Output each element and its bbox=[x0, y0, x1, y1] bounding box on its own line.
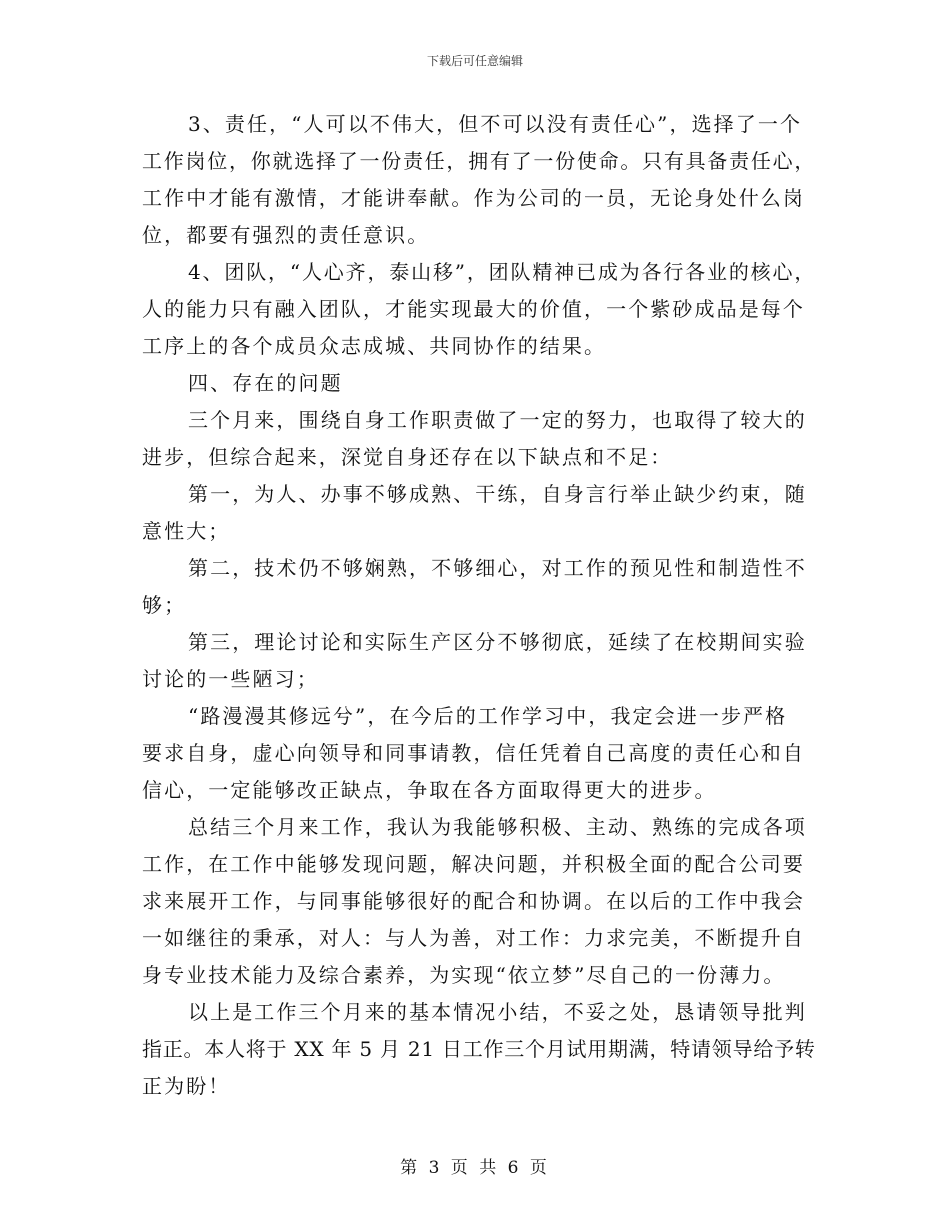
text-line: 身专业技术能力及综合素养，为实现“依立梦”尽自己的一份薄力。 bbox=[142, 963, 786, 987]
text-line: 第三，理论讨论和实际生产区分不够彻底，延续了在校期间实验 bbox=[188, 630, 807, 654]
page-number: 第 3 页 共 6 页 bbox=[400, 1158, 550, 1178]
text-line: 位，都要有强烈的责任意识。 bbox=[142, 223, 430, 247]
paragraph-team bbox=[142, 254, 818, 365]
text-line: 一如继往的秉承，对人：与人为善，对工作：力求完美，不断提升自 bbox=[142, 926, 805, 950]
text-line: 总结三个月来工作，我认为我能够积极、主动、熟练的完成各项 bbox=[188, 815, 807, 839]
text-line: 工作中才能有激情，才能讲奉献。作为公司的一员，无论身处什么岗 bbox=[142, 186, 805, 210]
text-line: 三个月来，围绕自身工作职责做了一定的努力，也取得了较大的 bbox=[188, 408, 807, 432]
paragraph-responsibility bbox=[142, 106, 818, 254]
text-line: 进步，但综合起来，深觉自身还存在以下缺点和不足： bbox=[142, 445, 673, 469]
page-header: 下载后可任意编辑 bbox=[426, 54, 523, 68]
text-line: 指正。本人将于 XX 年 5 月 21 日工作三个月试用期满，特请领导给予转 bbox=[142, 1037, 816, 1061]
text-line: 意性大； bbox=[142, 519, 231, 543]
section-heading-problems bbox=[142, 365, 818, 402]
text-line: 求来展开工作，与同事能够很好的配合和协调。在以后的工作中我会 bbox=[142, 889, 805, 913]
document-body bbox=[142, 106, 818, 1105]
text-line: 人的能力只有融入团队，才能实现最大的价值，一个紫砂成品是每个 bbox=[142, 297, 805, 321]
paragraph-first bbox=[142, 476, 818, 550]
text-line: 第一，为人、办事不够成熟、干练，自身言行举止缺少约束，随 bbox=[188, 482, 807, 506]
text-line: “路漫漫其修远兮”，在今后的工作学习中，我定会进一步严格 bbox=[188, 704, 788, 728]
text-line: 以上是工作三个月来的基本情况小结，不妥之处，恳请领导批判 bbox=[188, 1000, 807, 1024]
paragraph-third bbox=[142, 624, 818, 698]
text-line: 工作岗位，你就选择了一份责任，拥有了一份使命。只有具备责任心， bbox=[142, 149, 817, 173]
paragraph-overview bbox=[142, 402, 818, 476]
text-line: 工作，在工作中能够发现问题，解决问题，并积极全面的配合公司要 bbox=[142, 852, 805, 876]
paragraph-second bbox=[142, 550, 818, 624]
text-line: 正为盼！ bbox=[142, 1074, 231, 1098]
text-line: 信心，一定能够改正缺点，争取在各方面取得更大的进步。 bbox=[142, 778, 717, 802]
text-line: 四、存在的问题 bbox=[188, 371, 343, 395]
paragraph-closing bbox=[142, 994, 818, 1105]
paragraph-resolution bbox=[142, 698, 818, 809]
text-line: 4、团队，“人心齐，泰山移”，团队精神已成为各行各业的核心， bbox=[188, 260, 817, 284]
paragraph-summary bbox=[142, 809, 818, 994]
text-line: 够； bbox=[142, 593, 187, 617]
text-line: 要求自身，虚心向领导和同事请教，信任凭着自己高度的责任心和自 bbox=[142, 741, 805, 765]
text-line: 第二，技术仍不够娴熟，不够细心，对工作的预见性和制造性不 bbox=[188, 556, 807, 580]
text-line: 工序上的各个成员众志成城、共同协作的结果。 bbox=[142, 334, 607, 358]
text-line: 讨论的一些陋习； bbox=[142, 667, 319, 691]
text-line: 3、责任，“人可以不伟大，但不可以没有责任心”，选择了一个 bbox=[188, 112, 803, 136]
